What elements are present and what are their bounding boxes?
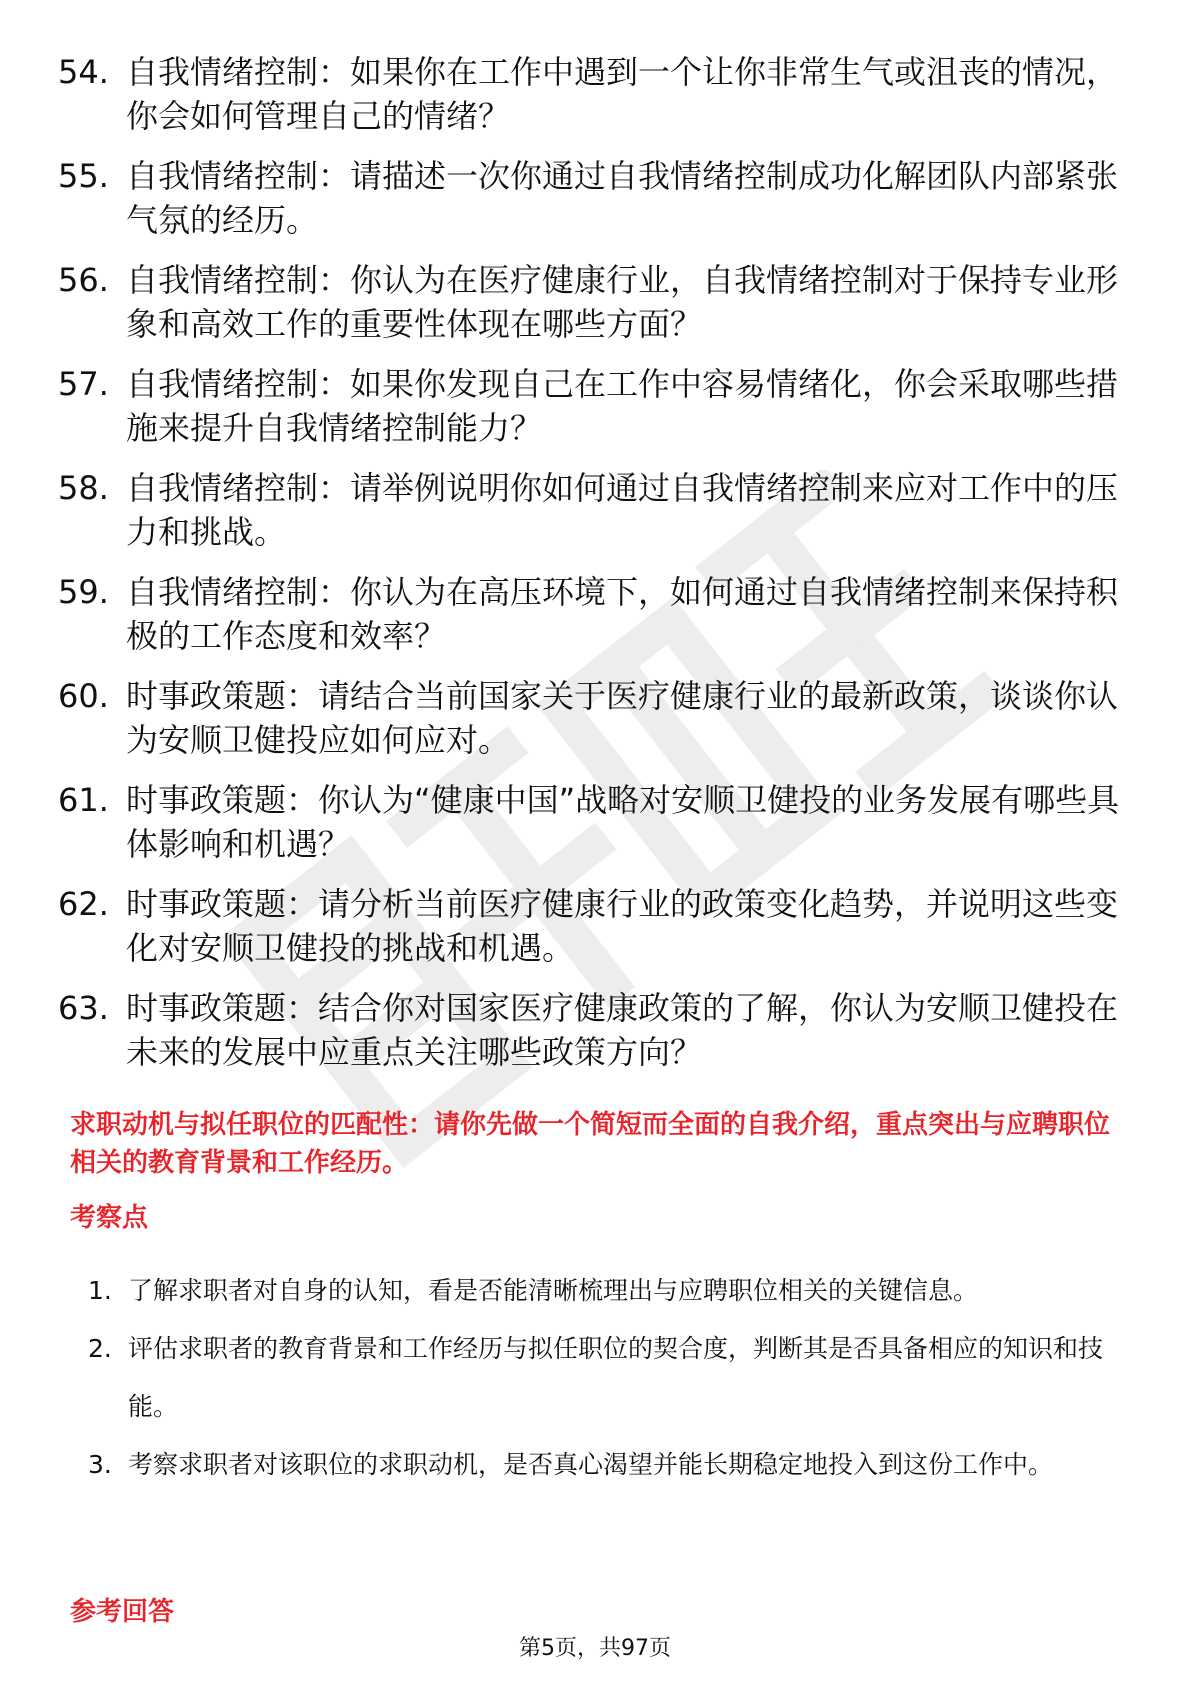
highlight-question: 求职动机与拟任职位的匹配性：请你先做一个简短而全面的自我介绍，重点突出与应聘职位相关的教育背景和工作经历。 — [70, 1110, 1111, 1178]
exam-point-number: 3. — [88, 1450, 112, 1479]
exam-point-item — [88, 1436, 1138, 1494]
question-number: 54. — [58, 53, 109, 91]
question-item — [58, 570, 1138, 658]
question-number: 58. — [58, 469, 109, 507]
question-item — [58, 674, 1138, 762]
page-footer: 第5页，共97页 — [519, 1636, 671, 1661]
reference-answer-title: 参考回答 — [70, 1597, 175, 1627]
question-text: 时事政策题：请结合当前国家关于医疗健康行业的最新政策，谈谈你认为安顺卫健投应如何应对。 — [126, 677, 1119, 759]
question-item — [58, 362, 1138, 450]
question-text: 自我情绪控制：如果你在工作中遇到一个让你非常生气或沮丧的情况，你会如何管理自己的情绪？ — [126, 53, 1119, 135]
question-number: 56. — [58, 261, 109, 299]
question-text: 时事政策题：你认为“健康中国”战略对安顺卫健投的业务发展有哪些具体影响和机遇？ — [126, 781, 1120, 863]
question-number: 55. — [58, 157, 109, 195]
exam-points-title: 考察点 — [70, 1203, 149, 1233]
exam-point-text: 了解求职者对自身的认知，看是否能清晰梳理出与应聘职位相关的关键信息。 — [128, 1276, 979, 1305]
question-item — [58, 466, 1138, 554]
question-number: 61. — [58, 781, 109, 819]
question-text: 时事政策题：结合你对国家医疗健康政策的了解，你认为安顺卫健投在未来的发展中应重点关注哪些政策方向？ — [126, 989, 1119, 1071]
question-text: 自我情绪控制：请举例说明你如何通过自我情绪控制来应对工作中的压力和挑战。 — [126, 469, 1119, 551]
question-number: 62. — [58, 885, 109, 923]
exam-point-item — [88, 1320, 1138, 1436]
exam-point-text: 考察求职者对该职位的求职动机，是否真心渴望并能长期稳定地投入到这份工作中。 — [128, 1450, 1054, 1479]
question-number: 60. — [58, 677, 109, 715]
question-item — [58, 258, 1138, 346]
question-text: 自我情绪控制：你认为在医疗健康行业，自我情绪控制对于保持专业形象和高效工作的重要性体现在哪些方面？ — [126, 261, 1119, 343]
question-item — [58, 50, 1138, 138]
question-list — [58, 50, 1138, 1090]
question-text: 自我情绪控制：请描述一次你通过自我情绪控制成功化解团队内部紧张气氛的经历。 — [126, 157, 1119, 239]
question-text: 自我情绪控制：你认为在高压环境下，如何通过自我情绪控制来保持积极的工作态度和效率？ — [126, 573, 1119, 655]
question-item — [58, 778, 1138, 866]
exam-point-number: 1. — [88, 1276, 112, 1305]
question-text: 自我情绪控制：如果你发现自己在工作中容易情绪化，你会采取哪些措施来提升自我情绪控制能力？ — [126, 365, 1119, 447]
exam-point-number: 2. — [88, 1334, 112, 1363]
question-number: 59. — [58, 573, 109, 611]
question-item — [58, 882, 1138, 970]
question-number: 63. — [58, 989, 109, 1027]
question-item — [58, 154, 1138, 242]
exam-point-text: 评估求职者的教育背景和工作经历与拟任职位的契合度，判断其是否具备相应的知识和技能。 — [128, 1334, 1104, 1421]
question-number: 57. — [58, 365, 109, 403]
exam-points-list — [88, 1262, 1138, 1494]
exam-point-item — [88, 1262, 1138, 1320]
question-text: 时事政策题：请分析当前医疗健康行业的政策变化趋势，并说明这些变化对安顺卫健投的挑战和机遇。 — [126, 885, 1119, 967]
question-item — [58, 986, 1138, 1074]
